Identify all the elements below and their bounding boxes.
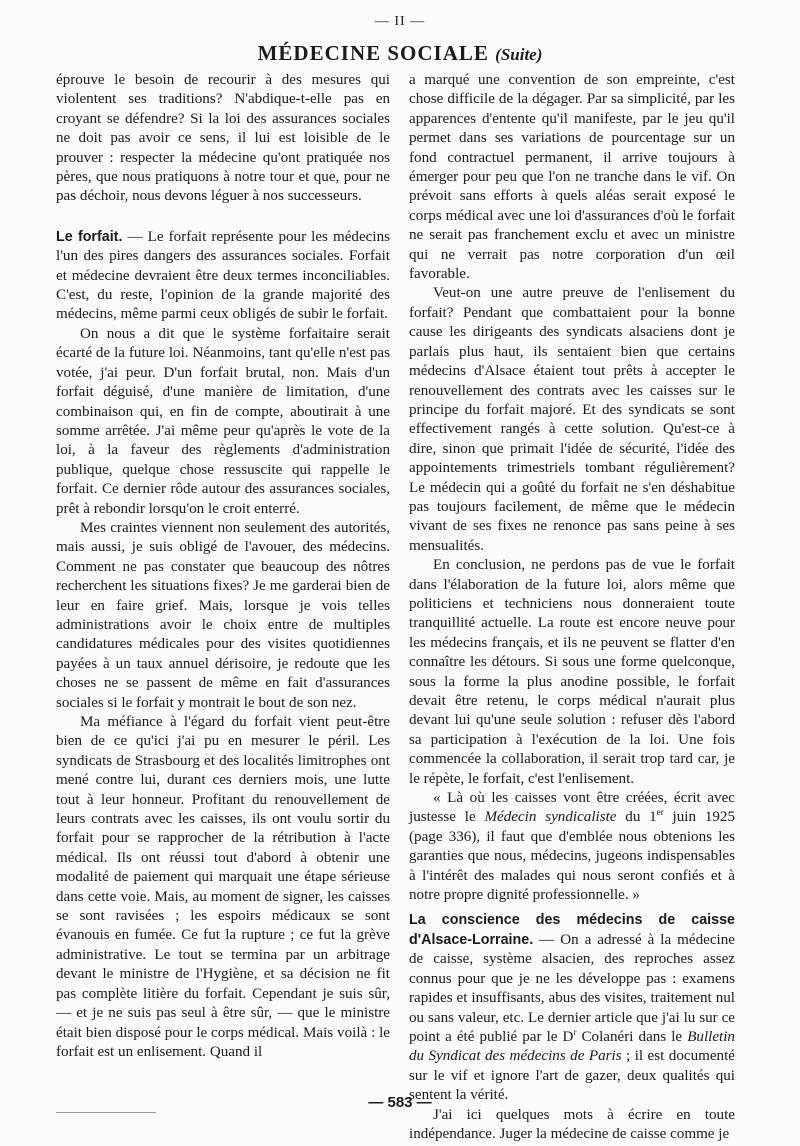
title-suffix: (Suite) [495, 45, 543, 64]
section-heading-forfait: Le forfait. [56, 228, 123, 245]
journal-title: Médecin syndicaliste [484, 809, 617, 826]
paragraph-conscience [409, 911, 735, 1105]
running-head [0, 41, 800, 66]
section-heading-conscience: La conscience des médecins de caisse d'Alsace-Lorraine. [409, 912, 735, 948]
paragraph-text: du 1 [616, 809, 657, 826]
paragraph: On nous a dit que le système forfaitaire serait écarté de la future loi. Néanmoins, tant qu'elle n'est pas votée, j'ai peur. D'un forfait brutal, non. Mais d'un forfait déguisé, d'une manière de limitation, d'une combinaison qui, en fin de compte, aboutirait à une somme arrêtée. J'ai même peur qu'après le vote de la loi, à la faveur des règlements d'administration publique, quelque chose ressuscite qui rappelle le forfait. Ce dernier rôde autour des assurances sociales, prêt à rebondir lorsqu'on le croit enterré. [56, 325, 390, 517]
paragraph-text: — Le forfait représente pour les médecins l'un des pires dangers des assurances sociales. Forfait et médecine devraient être deux termes inconciliables. C'est, du reste, l'opinion de la grande majorité des médecins, même parmi ceux obligés de subir le forfait. [56, 228, 390, 323]
quotation-paragraph [409, 789, 735, 905]
paragraph-text: — On a adressé à la médecine de caisse, système alsacien, des reproches assez connus pour que je ne les développe pas : examens rapides et insuffisants, abus des visites, traitement nul ou sans valeur, etc. Le dernier article que j'ai lu sur ce point a été publié par le D [409, 931, 735, 1045]
paragraph-text: « Là où les caisses vont être créées, écrit avec justesse le [409, 790, 735, 826]
paragraph: J'ai ici quelques mots à écrire en toute indépendance. Juger la médecine de caisse comme je [409, 1106, 735, 1142]
paragraph-text: Colanéri dans le [576, 1028, 688, 1045]
section-folio: — II — [374, 14, 426, 29]
paragraph: Ma méfiance à l'égard du forfait vient peut-être bien de ce qu'ici j'ai pu en mesurer le péril. Les syndicats de Strasbourg et des localités limitrophes ont mené contre lui, durant ces derniers mois, une lutte tout à leur honneur. Profitant du renouvellement de leurs contrats avec les caisses, ils ont voulu sortir du forfait pour se rapprocher de la rétribution à l'acte médical. Ils ont réussi tout d'abord à obtenir une modalité de paiement qui marquait une étape sérieuse dans cette voie. Mais, au moment de signer, les caisses se sont ravisées ; les espoirs médicaux se sont évanouis en fumée. Ce fut la rupture ; ce fut la grève administrative. Le tout se termina par un arbitrage devant le ministre de l'Hygiène, et sa décision ne fit pas complète litière du forfait. Cependant je suis sûr, — et je ne suis pas seul à être sûr, — que le ministre était bien disposé pour le corps médical. Mais voilà : le forfait est un enlisement. Quand il [56, 714, 390, 1060]
paragraph-text: ; il est documenté sur le vif et ignore l'art de gazer, deux qualités qui sentent la vérité. [409, 1048, 735, 1104]
page-number: — 583 — [368, 1094, 432, 1111]
footer-rule [56, 1112, 156, 1113]
right-column [409, 71, 735, 1144]
paragraph: a marqué une convention de son empreinte, c'est chose difficile de la dégager. Par sa simplicité, par les apparences d'entente qu'il manifeste, par le jeu qu'il permet dans ses variations de pourcentage sur un fond contractuel permanent, il arrive toujours à émerger pour peu que l'on ne tranche dans le vif. On prévoit sans efforts à quels aléas serait exposé le corps médical avec une loi d'assurances d'où le forfait ne serait pas franchement exclu et avec un ministre qui ne verrait pas notre corporation d'un œil favorable. [409, 72, 735, 283]
paragraph-forfait [56, 228, 390, 325]
paragraph-text: juin 1925 (page 336), il faut que d'emblée nous obtenions les garanties que nous, médecins, jugeons indispensables à l'intérêt des malades qui nous seront confiés et à notre propre dignité professionnelle. » [409, 809, 736, 904]
paragraph: éprouve le besoin de recourir à des mesures qui violentent ses traditions? N'abdique-t-elle pas en croyant se défendre? Si la loi des assurances sociales ne doit pas avoir ce sens, il lui est loisible de le prouver : respecter la médecine qu'ont pratiquée nos pères, que nous pratiquons à notre tour et que, pour ne pas déchoir, nous devons léguer à nos successeurs. [56, 72, 390, 205]
paragraph: Veut-on une autre preuve de l'enlisement du forfait? Pendant que combattaient pour la bonne cause les dirigeants des syndicats alsaciens dont je parlais plus haut, ils sentaient bien que certains médecins d'Alsace étaient tout prêts à accepter le renouvellement des contrats avec les caisses sur le principe du forfait majoré. Et des syndicats se sont effectivement rangés à cette solution. Qu'est-ce à dire, sinon que primait l'idée de sécurité, l'idée des appointements trimestriels tombant régulièrement? Le médecin qui a goûté du forfait ne s'en déshabitue pas toujours facilement, de même que le médecin vivant de ses fixes ne renonce pas sans peine à ses mensualités. [409, 285, 735, 554]
superscript: r [573, 1026, 577, 1037]
paragraph: En conclusion, ne perdons pas de vue le forfait dans l'élaboration de la future loi, alors même que politiciens et techniciens nous donneraient toute tranquillité actuelle. La route est encore neuve pour les médecins français, et ils ne peuvent se flatter d'en connaître les détours. Si sous une forme quelconque, sous la forme la plus anodine possible, le forfait devait être retenu, le corps médical n'aurait plus devant lui qu'une seule solution : refuser dès l'abord sa participation à l'exécution de la loi. Une fois commencée la collaboration, il serait trop tard car, je le répète, le forfait, c'est l'enlisement. [409, 557, 735, 787]
superscript: er [656, 807, 664, 818]
left-column [56, 71, 390, 1062]
bulletin-title: Bulletin du Syndicat des médecins de Paris [409, 1028, 735, 1065]
paragraph: Mes craintes viennent non seulement des autorités, mais aussi, je suis obligé de l'avouer, des médecins. Comment ne pas constater que beaucoup des nôtres recherchent les situations fixes? Je me garderai bien de leur en faire grief. Mais, lorsque je vois telles administrations avoir le choix entre de multiples candidatures médicales pour des visites quotidiennes payées à un taux annuel dérisoire, je redoute que les choses ne se passent de même en fait d'assurances sociales si le forfait y montrait le bout de son nez. [56, 519, 390, 711]
page-title: MÉDECINE SOCIALE [257, 41, 489, 65]
